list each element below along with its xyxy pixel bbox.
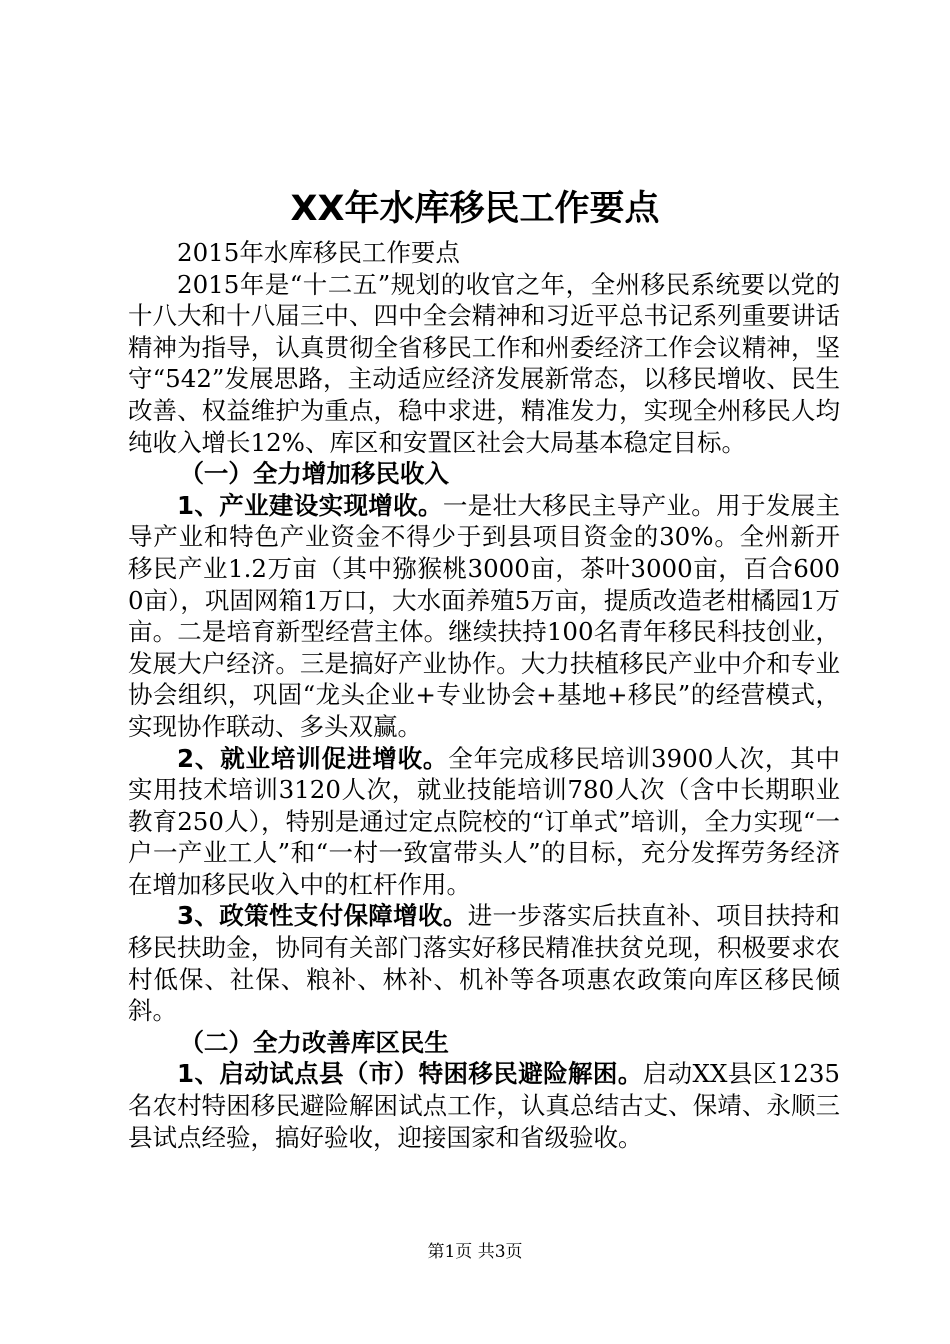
section-1-heading: （一）全力增加移民收入 [179, 459, 449, 489]
item-lead: 1、产业建设实现增收。 [177, 490, 443, 520]
item-text: 启动XX县区1235名农村特困移民避险解困试点工作，认真总结古丈、保靖、永顺三县试点经验，搞好验收，迎接国家和省级验收。 [128, 1059, 841, 1152]
section-2-item-1 [128, 1058, 840, 1153]
item-text: 进一步落实后扶直补、项目扶持和移民扶助金，协同有关部门落实好移民精准扶贫兑现，积极要求农村低保、社保、粮补、林补、机补等各项惠农政策向库区移民倾斜。 [128, 901, 841, 1026]
document-title: XX年水库移民工作要点 [290, 189, 660, 229]
intro-paragraph: 2015年是“十二五”规划的收官之年，全州移民系统要以党的十八大和十八届三中、四中全会精神和习近平总书记系列重要讲话精神为指导，认真贯彻全省移民工作和州委经济工作会议精神，坚守“542”发展思路，主动适应经济发展新常态，以移民增收、民生改善、权益维护为重点，稳中求进，精准发力，实现全州移民人均纯收入增长12%、库区和安置区社会大局基本稳定目标。 [128, 269, 840, 457]
document-subtitle: 2015年水库移民工作要点 [177, 238, 460, 267]
section-1-item-2 [128, 743, 840, 901]
section-2-heading: （二）全力改善库区民生 [179, 1027, 449, 1057]
section-1-item-1 [128, 490, 840, 743]
item-lead: 2、就业培训促进增收。 [177, 743, 449, 773]
item-text: 一是壮大移民主导产业。用于发展主导产业和特色产业资金不得少于到县项目资金的30%。全州新开移民产业1.2万亩（其中猕猴桃3000亩，茶叶3000亩，百合6000亩），巩固网箱1万口，大水面养殖5万亩，提质改造老柑橘园1万亩。二是培育新型经营主体。继续扶持100名青年移民科技创业，发展大户经济。三是搞好产业协作。大力扶植移民产业中介和专业协会组织，巩固“龙头企业+专业协会+基地+移民”的经营模式，实现协作联动、多头双赢。 [128, 490, 841, 741]
section-1-item-3 [128, 900, 840, 1026]
page-footer: 第1页 共3页 [427, 1242, 523, 1262]
item-text: 全年完成移民培训3900人次，其中实用技术培训3120人次，就业技能培训780人次（含中长期职业教育250人），特别是通过定点院校的“订单式”培训，全力实现“一户一产业工人”和“一村一致富带头人”的目标，充分发挥劳务经济在增加移民收入中的杠杆作用。 [128, 743, 840, 899]
item-lead: 1、启动试点县（市）特困移民避险解困。 [177, 1059, 643, 1089]
document-body [128, 237, 840, 1153]
item-lead: 3、政策性支付保障增收。 [177, 901, 468, 931]
